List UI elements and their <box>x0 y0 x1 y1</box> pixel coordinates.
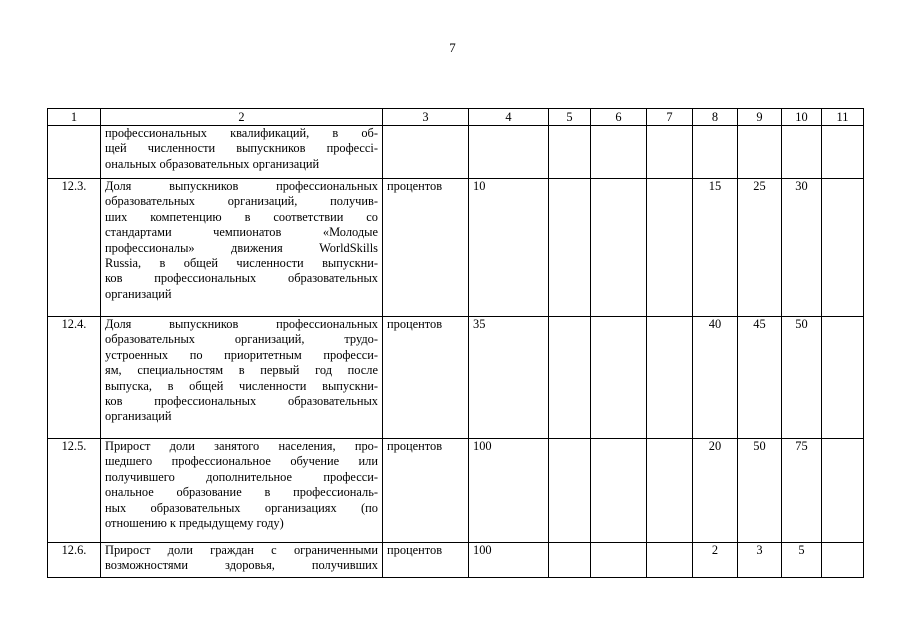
description-line: Прирост доли граждан с ограниченными <box>105 543 378 557</box>
value-cell <box>469 126 549 179</box>
value-cell: 15 <box>693 179 738 317</box>
description-line: организаций <box>105 286 172 301</box>
value-cell <box>549 179 591 317</box>
description-line: Прирост доли занятого населения, про- <box>105 439 378 453</box>
header-cell: 1 <box>48 109 101 126</box>
description-line: ональное образование в профессиональ- <box>105 485 378 500</box>
description-line: получившего дополнительное професси- <box>105 469 378 484</box>
description-line: ям, специальностям в первый год после <box>105 363 378 378</box>
value-cell: 3 <box>738 543 782 578</box>
value-cell: 50 <box>738 439 782 543</box>
row-number <box>48 126 101 179</box>
value-cell <box>549 317 591 439</box>
description-line: шедшего профессиональное обучение или <box>105 454 378 469</box>
value-cell: 50 <box>782 317 822 439</box>
header-cell: 4 <box>469 109 549 126</box>
value-cell <box>591 126 647 179</box>
value-cell: 10 <box>469 179 549 317</box>
description-line: ших компетенцию в соответствии со <box>105 209 378 224</box>
row-number: 12.6. <box>48 543 101 578</box>
value-cell: 45 <box>738 317 782 439</box>
header-cell: 2 <box>101 109 383 126</box>
value-cell <box>693 126 738 179</box>
value-cell: 20 <box>693 439 738 543</box>
row-number: 12.5. <box>48 439 101 543</box>
header-cell: 7 <box>647 109 693 126</box>
unit-cell: процентов <box>383 317 469 439</box>
value-cell <box>647 179 693 317</box>
indicator-description <box>101 543 383 578</box>
row-number: 12.3. <box>48 179 101 317</box>
value-cell: 30 <box>782 179 822 317</box>
value-cell <box>647 439 693 543</box>
description-line: профессиональных квалификаций, в об- <box>105 126 378 140</box>
value-cell: 25 <box>738 179 782 317</box>
value-cell: 5 <box>782 543 822 578</box>
indicator-description <box>101 439 383 543</box>
value-cell <box>822 543 864 578</box>
value-cell <box>822 179 864 317</box>
description-line: ков профессиональных образовательных <box>105 271 378 286</box>
unit-cell <box>383 126 469 179</box>
value-cell <box>738 126 782 179</box>
value-cell: 100 <box>469 439 549 543</box>
description-line: Russia, в общей численности выпускни- <box>105 256 378 271</box>
value-cell <box>782 126 822 179</box>
value-cell <box>591 543 647 578</box>
row-number: 12.4. <box>48 317 101 439</box>
table-row <box>48 439 864 543</box>
value-cell <box>549 543 591 578</box>
value-cell <box>647 543 693 578</box>
description-line: ональных образовательных организаций <box>105 156 320 171</box>
header-cell: 5 <box>549 109 591 126</box>
table-row <box>48 179 864 317</box>
value-cell <box>591 317 647 439</box>
indicator-description <box>101 179 383 317</box>
table-row <box>48 126 864 179</box>
unit-cell: процентов <box>383 179 469 317</box>
value-cell <box>822 126 864 179</box>
description-line: ных образовательных организациях (по <box>105 500 378 515</box>
description-line: возможностями здоровья, получивших <box>105 558 378 573</box>
value-cell <box>822 439 864 543</box>
description-line: выпуска, в общей численности выпускни- <box>105 378 378 393</box>
value-cell <box>822 317 864 439</box>
value-cell <box>647 317 693 439</box>
description-line: стандартами чемпионатов «Молодые <box>105 225 378 240</box>
description-line: образовательных организаций, получив- <box>105 194 378 209</box>
header-cell: 3 <box>383 109 469 126</box>
description-line: Доля выпускников профессиональных <box>105 317 378 331</box>
header-cell: 8 <box>693 109 738 126</box>
header-cell: 10 <box>782 109 822 126</box>
value-cell: 2 <box>693 543 738 578</box>
header-cell: 6 <box>591 109 647 126</box>
value-cell <box>591 179 647 317</box>
value-cell: 40 <box>693 317 738 439</box>
value-cell: 75 <box>782 439 822 543</box>
description-line: организаций <box>105 409 172 424</box>
value-cell <box>549 439 591 543</box>
header-cell: 9 <box>738 109 782 126</box>
indicator-description <box>101 126 383 179</box>
value-cell: 35 <box>469 317 549 439</box>
table-row <box>48 543 864 578</box>
table-row <box>48 317 864 439</box>
unit-cell: процентов <box>383 543 469 578</box>
description-line: Доля выпускников профессиональных <box>105 179 378 193</box>
value-cell: 100 <box>469 543 549 578</box>
value-cell <box>549 126 591 179</box>
unit-cell: процентов <box>383 439 469 543</box>
indicators-table <box>47 108 864 578</box>
description-line: отношению к предыдущему году) <box>105 516 284 531</box>
indicator-description <box>101 317 383 439</box>
description-line: профессионалы» движения WorldSkills <box>105 240 378 255</box>
header-row <box>48 109 864 126</box>
description-line: ков профессиональных образовательных <box>105 394 378 409</box>
description-line: устроенных по приоритетным професси- <box>105 347 378 362</box>
value-cell <box>591 439 647 543</box>
header-cell: 11 <box>822 109 864 126</box>
page-number: 7 <box>449 40 456 55</box>
description-line: образовательных организаций, трудо- <box>105 332 378 347</box>
description-line: щей численности выпускников профессі- <box>105 141 378 156</box>
value-cell <box>647 126 693 179</box>
